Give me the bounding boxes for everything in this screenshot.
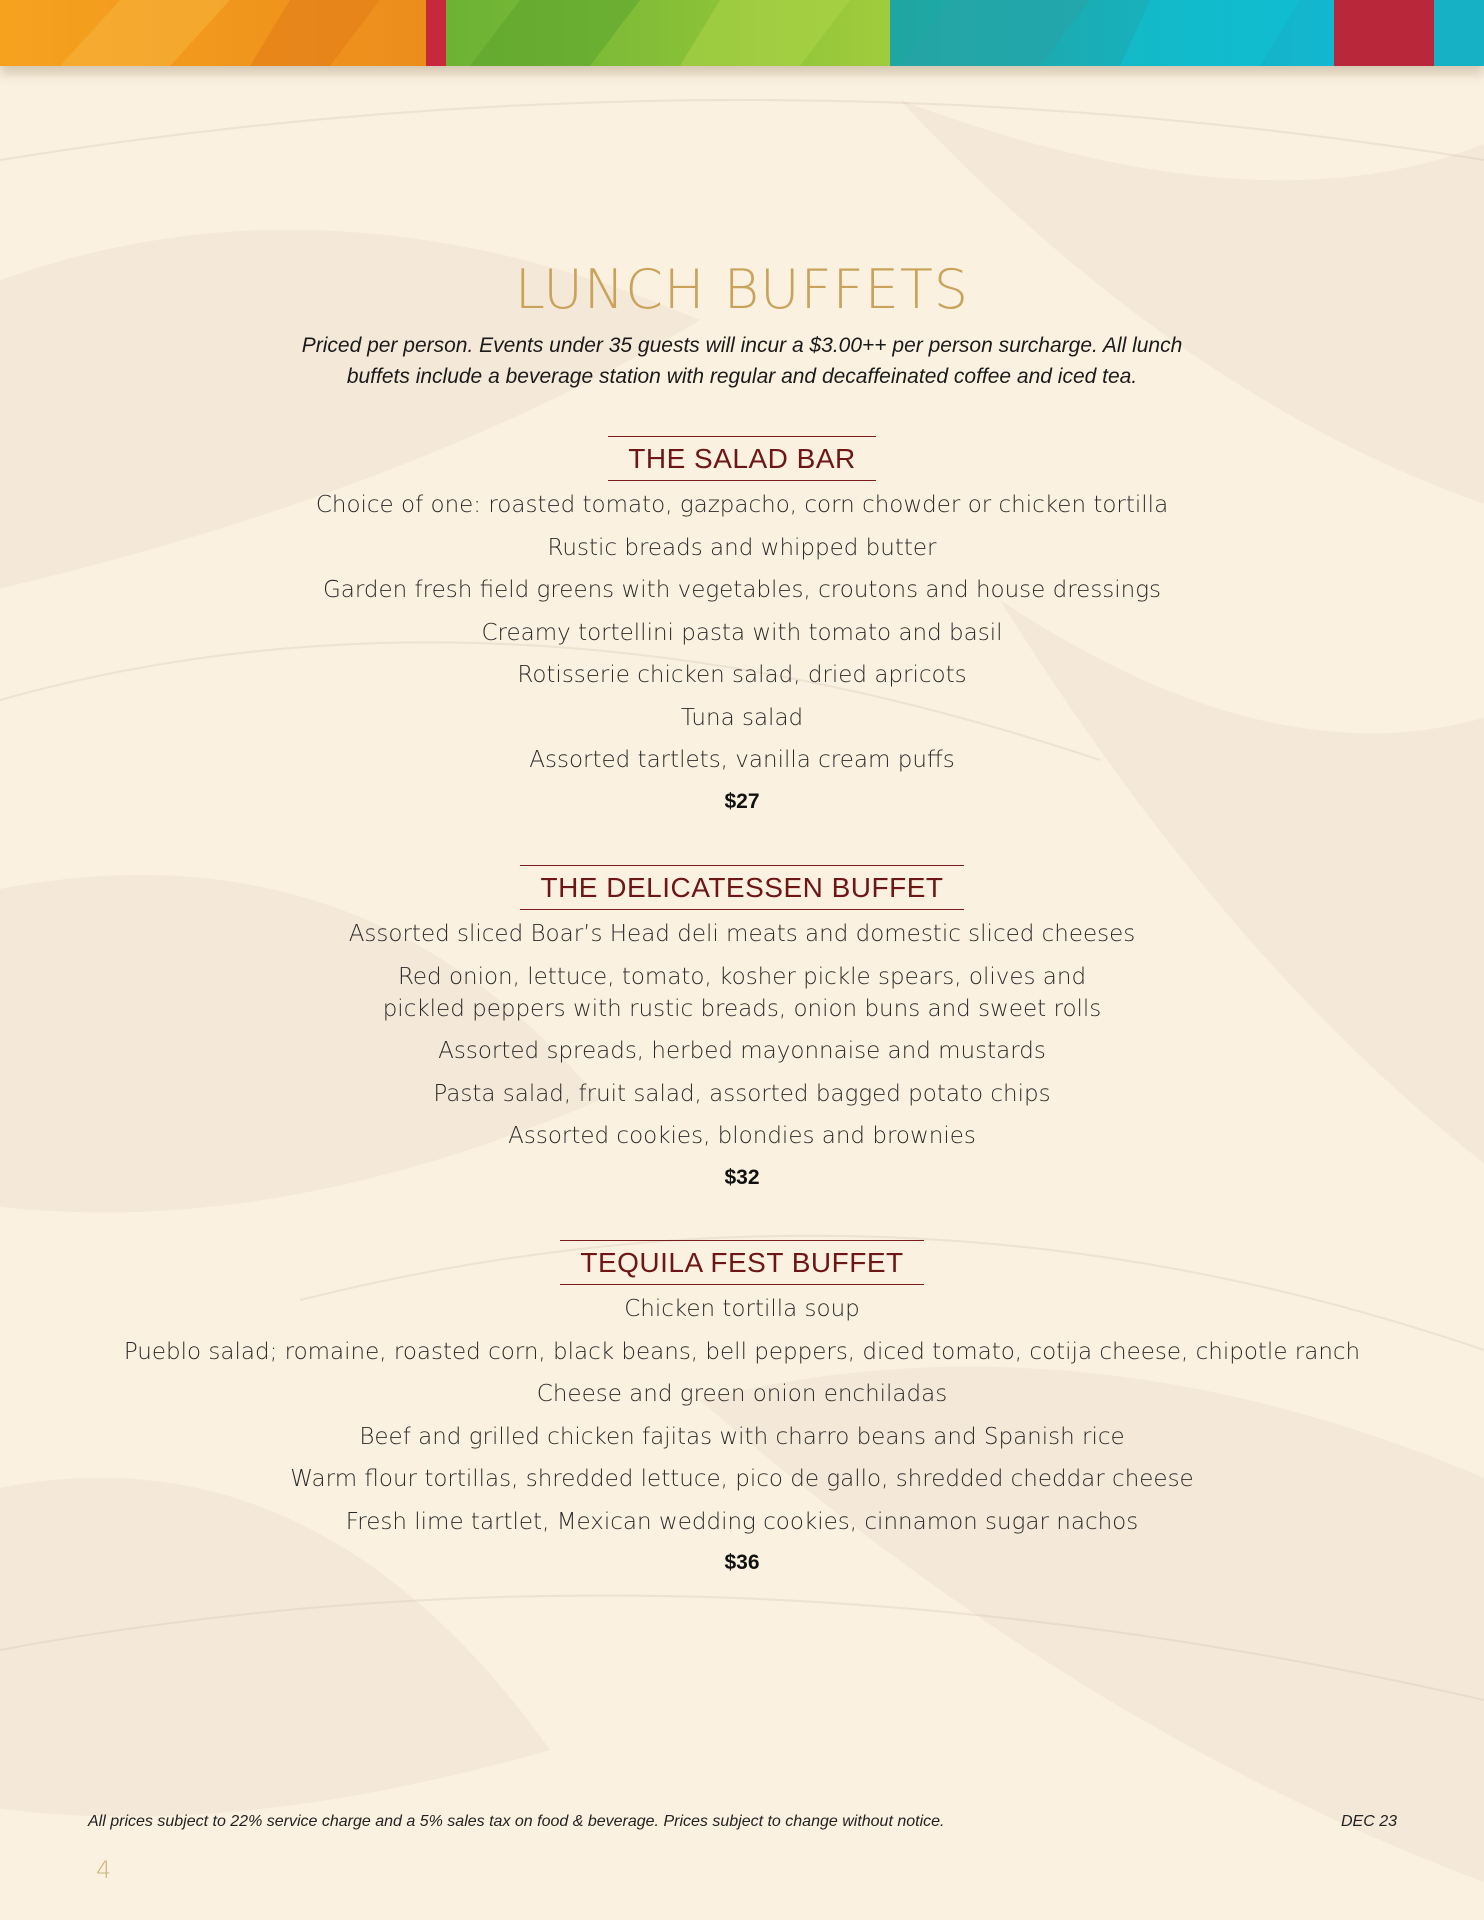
menu-item: Assorted cookies, blondies and brownies [508, 1123, 976, 1149]
section-heading: THE DELICATESSEN BUFFET [540, 872, 944, 903]
menu-item: Tuna salad [680, 704, 804, 731]
page-title: LUNCH BUFFETS [514, 258, 970, 321]
page-number: 4 [96, 1856, 112, 1884]
section-heading: TEQUILA FEST BUFFET [580, 1247, 904, 1278]
menu-item: Pueblo salad; romaine, roasted corn, black beans, bell peppers, diced tomato, cotija cheese, chipotle ranch [123, 1338, 1361, 1365]
menu-item: Creamy tortellini pasta with tomato and basil [481, 619, 1003, 646]
menu-item: Red onion, lettuce, tomato, kosher pickle spears, olives and pickled peppers with rustic breads, onion buns and sweet rolls [382, 963, 1102, 1022]
section-price: $27 [724, 789, 760, 813]
section-price: $36 [724, 1551, 760, 1574]
section-heading-frame [520, 865, 963, 910]
intro-line-2: buffets include a beverage station with regular and decaffeinated coffee and iced tea. [346, 365, 1138, 388]
footer-date: DEC 23 [1340, 1813, 1397, 1830]
footer-disclaimer: All prices subject to 22% service charge and a 5% sales tax on food & beverage. Prices subject to change without notice. [88, 1813, 945, 1830]
menu-item: Assorted spreads, herbed mayonnaise and mustards [438, 1038, 1046, 1064]
menu-item: Beef and grilled chicken fajitas with charro beans and Spanish rice [359, 1423, 1125, 1450]
section-heading-frame [608, 436, 875, 481]
menu-item: Assorted sliced Boar’s Head deli meats and domestic sliced cheeses [348, 921, 1136, 947]
menu-item: Warm flour tortillas, shredded lettuce, pico de gallo, shredded cheddar cheese [290, 1466, 1194, 1492]
intro-text [262, 330, 1222, 392]
menu-item: Pasta salad, fruit salad, assorted bagged potato chips [433, 1080, 1051, 1107]
section-heading: THE SALAD BAR [628, 443, 856, 474]
menu-item: Rotisserie chicken salad, dried apricots [517, 662, 967, 688]
menu-item: Cheese and green onion enchiladas [536, 1381, 948, 1407]
menu-item: Assorted tartlets, vanilla cream puffs [529, 747, 955, 773]
section-salad-bar [0, 436, 1484, 817]
section-heading-frame [560, 1240, 923, 1285]
top-banner [0, 0, 1484, 66]
section-delicatessen-buffet [0, 865, 1484, 1193]
section-price: $32 [724, 1165, 760, 1189]
menu-item: Rustic breads and whipped butter [547, 534, 937, 561]
section-tequila-fest-buffet [0, 1240, 1484, 1578]
intro-line-1: Priced per person. Events under 35 guests will incur a $3.00++ per person surcharge. All lunch [301, 334, 1183, 357]
menu-item: Chicken tortilla soup [624, 1296, 860, 1322]
menu-item: Garden fresh field greens with vegetables, croutons and house dressings [322, 577, 1162, 603]
menu-item: Choice of one: roasted tomato, gazpacho, corn chowder or chicken tortilla [315, 492, 1169, 518]
menu-item: Fresh lime tartlet, Mexican wedding cookies, cinnamon sugar nachos [345, 1508, 1139, 1535]
